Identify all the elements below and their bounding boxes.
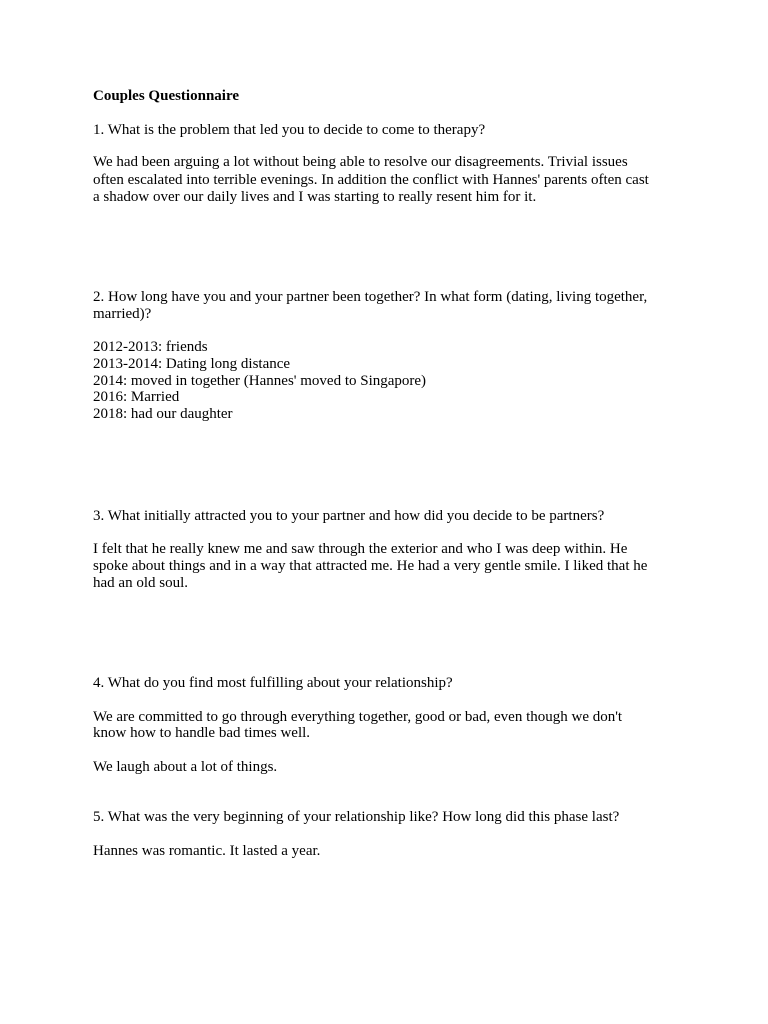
question-2-text-line-1: 2. How long have you and your partner been together? In what form (dating, living together,: [93, 289, 648, 305]
answer-3-line-1: I felt that he really knew me and saw through the exterior and who I was deep within. He: [93, 541, 628, 557]
question-2-text-line-2: married)?: [93, 306, 152, 322]
question-1-text: 1. What is the problem that led you to decide to come to therapy?: [93, 122, 486, 138]
answer-4-line-2: know how to handle bad times well.: [93, 725, 311, 741]
answer-4-paragraph-2: We laugh about a lot of things.: [93, 759, 278, 775]
answer-2-line-1: 2012-2013: friends: [93, 339, 208, 355]
answer-3-line-2: spoke about things and in a way that attracted me. He had a very gentle smile. I liked that he: [93, 558, 648, 574]
document-title: Couples Questionnaire: [93, 88, 239, 104]
answer-4-line-1: We are committed to go through everything together, good or bad, even though we don't: [93, 709, 623, 725]
answer-2-line-3: 2014: moved in together (Hannes' moved to Singapore): [93, 373, 427, 389]
question-3-text: 3. What initially attracted you to your partner and how did you decide to be partners?: [93, 508, 605, 524]
answer-1-line-1: We had been arguing a lot without being able to resolve our disagreements. Trivial issues: [93, 154, 628, 170]
answer-2-line-5: 2018: had our daughter: [93, 406, 233, 422]
answer-1-line-2: often escalated into terrible evenings. In addition the conflict with Hannes' parents often cast: [93, 172, 649, 188]
question-4-text: 4. What do you find most fulfilling about your relationship?: [93, 675, 453, 691]
answer-3-line-3: had an old soul.: [93, 575, 188, 591]
answer-1-line-3: a shadow over our daily lives and I was starting to really resent him for it.: [93, 189, 537, 205]
answer-5-line-1: Hannes was romantic. It lasted a year.: [93, 843, 321, 859]
answer-2-line-4: 2016: Married: [93, 389, 180, 405]
answer-2-line-2: 2013-2014: Dating long distance: [93, 356, 291, 372]
question-5-text: 5. What was the very beginning of your relationship like? How long did this phase last?: [93, 809, 620, 825]
